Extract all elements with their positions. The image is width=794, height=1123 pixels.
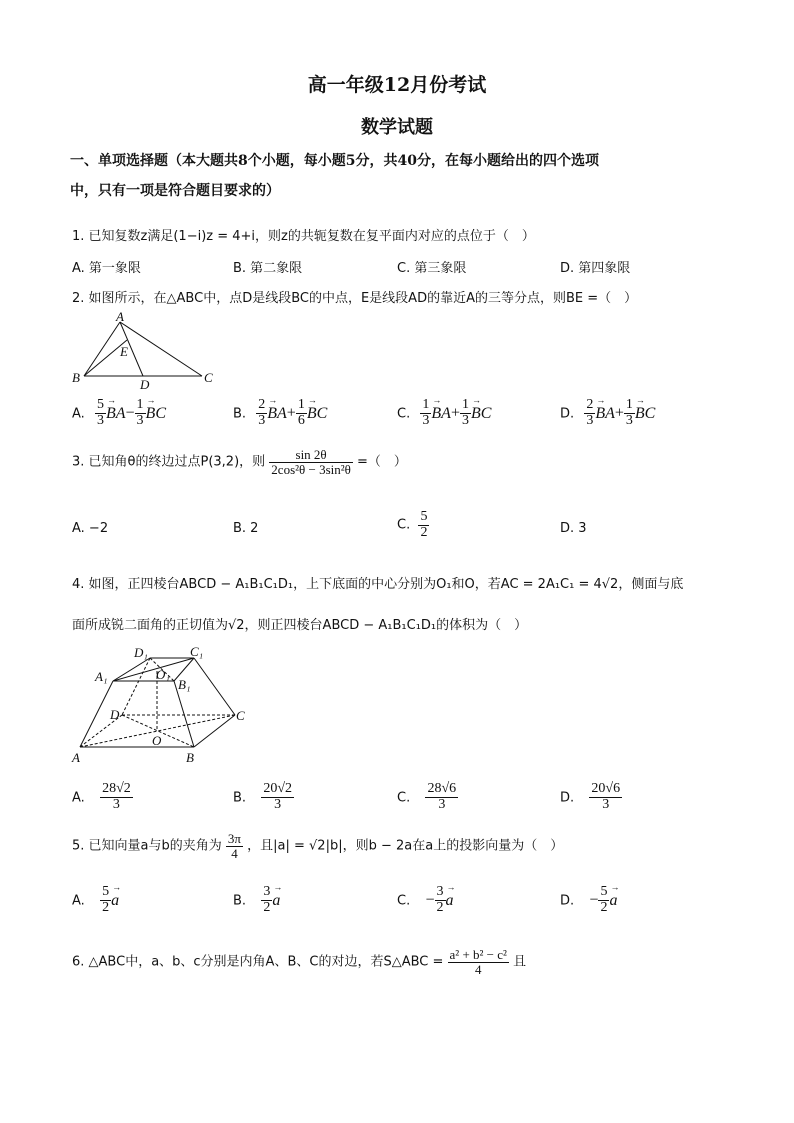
q5-option-c: C. − $\frac{3}{2}$ → a <box>397 885 454 915</box>
question-3-stem: 3. 已知角θ的终边过点P(3,2)，则 $\frac{\sin 2\theta}{\text{2cos²θ − 3sin²θ}}$ =（ ） <box>72 447 407 477</box>
q2-option-c: C. $\frac{1}{3}$ → BA+ $\frac{1}{3}$ → BC <box>397 398 491 428</box>
question-5-stem: 5. 已知向量a与b的夹角为 $\frac{3\pi}{4}$ ，且|a| = √2|b|，则b − 2a在a上的投影向量为（ ） <box>72 831 564 861</box>
section-heading-line2: 中，只有一项是符合题目要求的） <box>70 183 280 199</box>
edge-ac <box>120 322 202 376</box>
label-d1: D₁ <box>134 645 148 660</box>
edge-ab <box>84 322 120 376</box>
q2-triangle-figure <box>70 312 230 390</box>
label-e: E <box>120 344 128 359</box>
label-a1: A₁ <box>95 669 108 684</box>
q3-option-a: A. −2 <box>72 521 109 536</box>
q2-option-d: D. $\frac{2}{3}$ → BA+ $\frac{1}{3}$ → BC <box>560 398 655 428</box>
q1-option-d: D. 第四象限 <box>560 261 631 276</box>
q1-option-b: B. 第二象限 <box>233 261 303 276</box>
page-title: 高一年级12月份考试 <box>307 74 487 96</box>
question-4-stem-line1: 4. 如图，正四棱台ABCD − A₁B₁C₁D₁，上下底面的中心分别为O₁和O，若AC = 2A₁C₁ = 4√2，侧面与底 <box>72 577 684 592</box>
q4-option-d: D. $\frac{20√6}{3}$ <box>560 781 621 812</box>
label-c1: C₁ <box>190 645 204 659</box>
q4-option-b: B. $\frac{20√2}{3}$ <box>233 781 293 812</box>
question-2-stem: 2. 如图所示，在△ABC中，点D是线段BC的中点，E是线段AD的靠近A的三等分点，则BE =（ ） <box>72 291 638 306</box>
q1-option-c: C. 第三象限 <box>397 261 467 276</box>
q4-option-c: C. $\frac{28√6}{3}$ <box>397 781 457 812</box>
label-b1: B₁ <box>178 677 191 692</box>
label-c: C <box>236 708 245 723</box>
section-heading-line1: 一、单项选择题（本大题共8个小题，每小题5分，共40分，在每小题给出的四个选项 <box>70 153 599 169</box>
question-6-stem: 6. △ABC中，a、b、c分别是内角A、B、C的对边，若S△ABC = $\frac{\text{a² + b² − c²}}{4}$ 且 <box>72 947 527 977</box>
q2-option-a: A. $\frac{5}{3}$ → BA− $\frac{1}{3}$ → BC <box>72 398 166 428</box>
q3-option-b: B. 2 <box>233 521 259 536</box>
q2-option-b: B. $\frac{2}{3}$ → BA+ $\frac{1}{6}$ → BC <box>233 398 327 428</box>
q5-option-d: D. − $\frac{5}{2}$ → a <box>560 885 617 915</box>
label-a: A <box>72 750 80 765</box>
label-b: B <box>186 750 194 765</box>
page-subtitle: 数学试题 <box>361 117 433 138</box>
q3-option-d: D. 3 <box>560 521 587 536</box>
label-o1: O₁ <box>156 667 170 682</box>
label-d: D <box>140 377 150 390</box>
label-d: D <box>110 707 120 722</box>
q4-option-a: A. $\frac{28√2}{3}$ <box>72 781 131 812</box>
q3-option-c: C. $\frac{5}{2}$ <box>397 509 428 540</box>
question-4-stem-line2: 面所成锐二面角的正切值为√2，则正四棱台ABCD − A₁B₁C₁D₁的体积为（ ） <box>72 618 528 633</box>
q4-frustum-figure <box>70 645 260 770</box>
label-b: B <box>72 370 80 385</box>
label-a: A <box>116 312 124 324</box>
q5-option-b: B. $\frac{3}{2}$ → a <box>233 885 280 915</box>
q3-expression-fraction: $\frac{\sin 2\theta}{\text{2cos²θ − 3sin²θ}}$ <box>271 447 351 477</box>
q1-option-a: A. 第一象限 <box>72 261 141 276</box>
question-1-stem: 1. 已知复数z满足(1−i)z = 4+i，则z的共轭复数在复平面内对应的点位于（ ） <box>72 229 535 244</box>
label-o: O <box>152 733 162 748</box>
label-c: C <box>204 370 213 385</box>
q5-option-a: A. $\frac{5}{2}$ → a <box>72 885 119 915</box>
